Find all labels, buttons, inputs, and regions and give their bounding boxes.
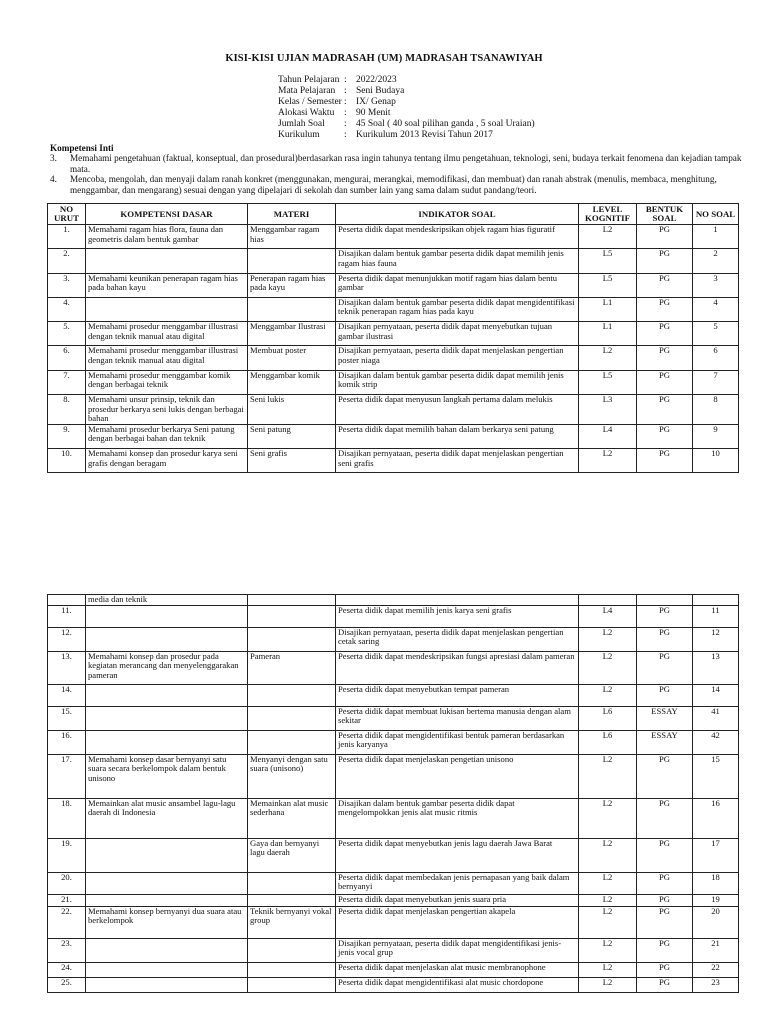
cell-lvl: L2 bbox=[579, 754, 637, 798]
cell-ind: Peserta didik dapat memilih bahan dalam berkarya seni patung bbox=[336, 424, 579, 448]
cell-bentuk: PG bbox=[637, 346, 693, 370]
cell-no: 12. bbox=[48, 627, 86, 651]
cell-lvl: L5 bbox=[579, 370, 637, 394]
cell-soal: 13 bbox=[693, 651, 739, 684]
kompetensi-item bbox=[50, 174, 750, 195]
table-row bbox=[48, 225, 739, 249]
cell-no: 10. bbox=[48, 449, 86, 473]
cell-lvl: L3 bbox=[579, 395, 637, 425]
meta-key: Mata Pelajaran bbox=[278, 86, 336, 97]
cell-no: 5. bbox=[48, 322, 86, 346]
cell-bentuk: PG bbox=[637, 977, 693, 992]
cell-lvl: L5 bbox=[579, 273, 637, 297]
cell-ind: Peserta didik dapat menjelaskan alat music membranophone bbox=[336, 962, 579, 977]
cell-kd: Memahami konsep dan prosedur pada kegiatan merancang dan menyelenggarakan pameran bbox=[86, 651, 248, 684]
cell-lvl: L4 bbox=[579, 424, 637, 448]
table-row bbox=[48, 962, 739, 977]
table-row bbox=[48, 894, 739, 906]
cell-ind: Disajikan pernyataan, peserta didik dapat menjelaskan pengertian seni grafis bbox=[336, 449, 579, 473]
cell-soal: 2 bbox=[693, 249, 739, 273]
kompetensi-text: Mencoba, mengolah, dan menyaji dalam ranah konkret (menggunakan, mengurai, merangkai, memodifikasi, dan membuat) dan ranah abstrak (menulis, membaca, menghitung, menggambar, dan mengarang) sesuai dengan yang dipelajari di sekolah dan sumber lain yang sama dalam sudut pandang/teori. bbox=[70, 174, 717, 195]
cell-bentuk: PG bbox=[637, 798, 693, 838]
cell-kd bbox=[86, 730, 248, 754]
meta-value: Seni Budaya bbox=[356, 86, 405, 97]
cell-ind: Disajikan dalam bentuk gambar peserta didik dapat memilih jenis ragam hias fauna bbox=[336, 249, 579, 273]
cell-materi bbox=[248, 977, 336, 992]
cell-ind bbox=[336, 595, 579, 606]
cell-bentuk: PG bbox=[637, 297, 693, 321]
cell-no: 19. bbox=[48, 838, 86, 872]
cell-bentuk: PG bbox=[637, 249, 693, 273]
cell-kd bbox=[86, 605, 248, 627]
cell-ind: Peserta didik dapat mendeskripsikan fungsi apresiasi dalam pameran bbox=[336, 651, 579, 684]
cell-bentuk: ESSAY bbox=[637, 706, 693, 730]
cell-no: 18. bbox=[48, 798, 86, 838]
table-row bbox=[48, 605, 739, 627]
cell-no: 23. bbox=[48, 938, 86, 962]
cell-ind: Disajikan dalam bentuk gambar peserta didik dapat mengidentifikasi teknik penerapan ragam hias pada kayu bbox=[336, 297, 579, 321]
header-cell: INDIKATOR SOAL bbox=[336, 204, 579, 225]
cell-ind: Peserta didik dapat menjelaskan pengetian unisono bbox=[336, 754, 579, 798]
cell-materi: Pameran bbox=[248, 651, 336, 684]
cell-bentuk: PG bbox=[637, 273, 693, 297]
table-row bbox=[48, 273, 739, 297]
table-row bbox=[48, 872, 739, 894]
cell-bentuk: PG bbox=[637, 838, 693, 872]
cell-kd: Memahami konsep dan prosedur karya seni grafis dengan beragam bbox=[86, 449, 248, 473]
meta-block bbox=[278, 75, 535, 142]
cell-materi bbox=[248, 249, 336, 273]
meta-colon: : bbox=[344, 86, 347, 97]
cell-ind: Disajikan pernyataan, peserta didik dapat menjelaskan pengertian poster niaga bbox=[336, 346, 579, 370]
cell-no: 25. bbox=[48, 977, 86, 992]
cell-bentuk: PG bbox=[637, 449, 693, 473]
meta-value: 2022/2023 bbox=[356, 75, 397, 85]
cell-soal: 14 bbox=[693, 684, 739, 706]
cell-no: 7. bbox=[48, 370, 86, 394]
cell-lvl: L2 bbox=[579, 977, 637, 992]
cell-bentuk: PG bbox=[637, 651, 693, 684]
table-row bbox=[48, 651, 739, 684]
cell-no: 9. bbox=[48, 424, 86, 448]
cell-kd: Memahami ragam hias flora, fauna dan geometris dalam bentuk gambar bbox=[86, 225, 248, 249]
cell-ind: Peserta didik dapat membuat lukisan bertema manusia dengan alam sekitar bbox=[336, 706, 579, 730]
cell-bentuk bbox=[637, 595, 693, 606]
cell-soal bbox=[693, 595, 739, 606]
table-row bbox=[48, 297, 739, 321]
meta-row bbox=[278, 75, 535, 86]
cell-soal: 10 bbox=[693, 449, 739, 473]
cell-materi: Penerapan ragam hias pada kayu bbox=[248, 273, 336, 297]
meta-key: Tahun Pelajaran bbox=[278, 75, 340, 85]
kompetensi-number: 3. bbox=[50, 153, 57, 164]
header-cell: NO URUT bbox=[48, 204, 86, 225]
kompetensi-heading: Kompetensi Inti bbox=[50, 143, 114, 153]
meta-key: Alokasi Waktu bbox=[278, 108, 335, 119]
kompetensi-number: 4. bbox=[50, 174, 57, 185]
cell-bentuk: PG bbox=[637, 894, 693, 906]
cell-materi bbox=[248, 894, 336, 906]
table-row bbox=[48, 249, 739, 273]
header-cell: KOMPETENSI DASAR bbox=[86, 204, 248, 225]
cell-materi bbox=[248, 684, 336, 706]
meta-row bbox=[278, 130, 535, 141]
cell-bentuk: PG bbox=[637, 906, 693, 938]
cell-kd: Memahami prosedur berkarya Seni patung dengan berbagai bahan dan teknik bbox=[86, 424, 248, 448]
cell-ind: Peserta didik dapat menunjukkan motif ragam hias dalam bentu gambar bbox=[336, 273, 579, 297]
cell-soal: 23 bbox=[693, 977, 739, 992]
cell-bentuk: PG bbox=[637, 370, 693, 394]
cell-kd bbox=[86, 838, 248, 872]
meta-row bbox=[278, 108, 535, 119]
cell-materi: Seni grafis bbox=[248, 449, 336, 473]
header-cell: BENTUK SOAL bbox=[637, 204, 693, 225]
cell-lvl: L2 bbox=[579, 651, 637, 684]
cell-no bbox=[48, 595, 86, 606]
cell-materi bbox=[248, 297, 336, 321]
cell-kd: media dan teknik bbox=[86, 595, 248, 606]
meta-colon: : bbox=[344, 108, 347, 119]
table-row bbox=[48, 730, 739, 754]
cell-bentuk: PG bbox=[637, 754, 693, 798]
table-row bbox=[48, 906, 739, 938]
cell-soal: 20 bbox=[693, 906, 739, 938]
table-row bbox=[48, 595, 739, 606]
cell-materi bbox=[248, 938, 336, 962]
cell-soal: 6 bbox=[693, 346, 739, 370]
cell-ind: Peserta didik dapat menyebutkan jenis lagu daerah Jawa Barat bbox=[336, 838, 579, 872]
cell-materi: Menggambar ragam hias bbox=[248, 225, 336, 249]
cell-materi bbox=[248, 605, 336, 627]
cell-bentuk: PG bbox=[637, 938, 693, 962]
cell-lvl: L2 bbox=[579, 225, 637, 249]
cell-ind: Peserta didik dapat memilih jenis karya seni grafis bbox=[336, 605, 579, 627]
cell-no: 21. bbox=[48, 894, 86, 906]
cell-materi bbox=[248, 962, 336, 977]
cell-bentuk: PG bbox=[637, 322, 693, 346]
kisi-table-upper bbox=[47, 203, 739, 473]
cell-materi: Teknik bernyanyi vokal group bbox=[248, 906, 336, 938]
cell-ind: Disajikan pernyataan, peserta didik dapat mengidentifikasi jenis-jenis vocal grup bbox=[336, 938, 579, 962]
cell-ind: Peserta didik dapat mendeskripsikan objek ragam hias figuratif bbox=[336, 225, 579, 249]
meta-key: Jumlah Soal bbox=[278, 119, 325, 130]
table-row bbox=[48, 798, 739, 838]
cell-lvl: L2 bbox=[579, 627, 637, 651]
cell-kd bbox=[86, 249, 248, 273]
cell-ind: Peserta didik dapat menjelaskan pengertian akapela bbox=[336, 906, 579, 938]
meta-colon: : bbox=[344, 75, 347, 85]
cell-soal: 1 bbox=[693, 225, 739, 249]
table-body-upper bbox=[48, 225, 739, 473]
meta-row bbox=[278, 97, 535, 108]
cell-materi: Seni patung bbox=[248, 424, 336, 448]
cell-soal: 11 bbox=[693, 605, 739, 627]
cell-lvl: L2 bbox=[579, 798, 637, 838]
cell-no: 16. bbox=[48, 730, 86, 754]
kompetensi-item bbox=[50, 153, 750, 174]
cell-lvl: L2 bbox=[579, 346, 637, 370]
table-row bbox=[48, 684, 739, 706]
cell-lvl: L4 bbox=[579, 605, 637, 627]
cell-lvl: L2 bbox=[579, 962, 637, 977]
cell-materi: Menyanyi dengan satu suara (unisono) bbox=[248, 754, 336, 798]
cell-no: 15. bbox=[48, 706, 86, 730]
cell-ind: Disajikan dalam bentuk gambar peserta didik dapat memilih jenis komik strip bbox=[336, 370, 579, 394]
cell-lvl: L2 bbox=[579, 872, 637, 894]
cell-kd: Memahami prosedur menggambar illustrasi dengan teknik manual atau digital bbox=[86, 346, 248, 370]
table-row bbox=[48, 424, 739, 448]
cell-ind: Peserta didik dapat menyusun langkah pertama dalam melukis bbox=[336, 395, 579, 425]
cell-soal: 21 bbox=[693, 938, 739, 962]
cell-materi: Gaya dan bernyanyi lagu daerah bbox=[248, 838, 336, 872]
table-row bbox=[48, 370, 739, 394]
cell-lvl: L2 bbox=[579, 894, 637, 906]
cell-no: 22. bbox=[48, 906, 86, 938]
cell-soal: 19 bbox=[693, 894, 739, 906]
cell-bentuk: PG bbox=[637, 605, 693, 627]
cell-no: 17. bbox=[48, 754, 86, 798]
cell-no: 14. bbox=[48, 684, 86, 706]
cell-ind: Peserta didik dapat menyebutkan jenis suara pria bbox=[336, 894, 579, 906]
cell-ind: Peserta didik dapat menyebutkan tempat pameran bbox=[336, 684, 579, 706]
cell-kd: Memahami unsur prinsip, teknik dan prosedur berkarya seni lukis dengan berbagai bahan bbox=[86, 395, 248, 425]
cell-lvl: L1 bbox=[579, 322, 637, 346]
cell-bentuk: PG bbox=[637, 872, 693, 894]
cell-bentuk: PG bbox=[637, 684, 693, 706]
cell-kd bbox=[86, 894, 248, 906]
cell-lvl: L2 bbox=[579, 684, 637, 706]
table-body-lower bbox=[48, 595, 739, 993]
cell-materi: Membuat poster bbox=[248, 346, 336, 370]
cell-kd: Memahami konsep bernyanyi dua suara atau berkelompok bbox=[86, 906, 248, 938]
cell-soal: 8 bbox=[693, 395, 739, 425]
meta-value: 90 Menit bbox=[356, 108, 391, 119]
cell-kd bbox=[86, 977, 248, 992]
cell-lvl: L1 bbox=[579, 297, 637, 321]
table-row bbox=[48, 838, 739, 872]
table-row bbox=[48, 395, 739, 425]
cell-soal: 41 bbox=[693, 706, 739, 730]
cell-no: 8. bbox=[48, 395, 86, 425]
meta-value: IX/ Genap bbox=[356, 97, 396, 108]
cell-kd bbox=[86, 627, 248, 651]
table-header-row bbox=[48, 204, 739, 225]
cell-bentuk: PG bbox=[637, 424, 693, 448]
cell-soal: 18 bbox=[693, 872, 739, 894]
kompetensi-text: Memahami pengetahuan (faktual, konseptual, dan prosedural)berdasarkan rasa ingin tahunya tentang ilmu pengetahuan, teknologi, seni, budaya terkait fenomena dan kejadian tampak mata. bbox=[70, 153, 742, 174]
cell-kd bbox=[86, 706, 248, 730]
cell-kd: Memainkan alat music ansambel lagu-lagu daerah di Indonesia bbox=[86, 798, 248, 838]
cell-kd bbox=[86, 962, 248, 977]
cell-lvl: L5 bbox=[579, 249, 637, 273]
cell-soal: 17 bbox=[693, 838, 739, 872]
cell-kd: Memahami konsep dasar bernyanyi satu suara secara berkelompok dalam bentuk unisono bbox=[86, 754, 248, 798]
table-row bbox=[48, 754, 739, 798]
meta-colon: : bbox=[344, 130, 347, 141]
meta-key: Kelas / Semester bbox=[278, 97, 342, 108]
table-row bbox=[48, 346, 739, 370]
cell-materi bbox=[248, 706, 336, 730]
cell-lvl: L2 bbox=[579, 906, 637, 938]
cell-no: 24. bbox=[48, 962, 86, 977]
cell-bentuk: ESSAY bbox=[637, 730, 693, 754]
cell-no: 20. bbox=[48, 872, 86, 894]
cell-kd: Memahami prosedur menggambar komik dengan berbagai teknik bbox=[86, 370, 248, 394]
cell-materi: Menggambar Ilustrasi bbox=[248, 322, 336, 346]
cell-soal: 4 bbox=[693, 297, 739, 321]
cell-ind: Disajikan pernyataan, peserta didik dapat menjelaskan pengertian cetak saring bbox=[336, 627, 579, 651]
cell-no: 13. bbox=[48, 651, 86, 684]
cell-soal: 22 bbox=[693, 962, 739, 977]
cell-bentuk: PG bbox=[637, 395, 693, 425]
kompetensi-inti bbox=[50, 143, 750, 195]
cell-soal: 12 bbox=[693, 627, 739, 651]
meta-colon: : bbox=[344, 119, 347, 130]
cell-soal: 16 bbox=[693, 798, 739, 838]
cell-no: 1. bbox=[48, 225, 86, 249]
table-row bbox=[48, 977, 739, 992]
cell-materi bbox=[248, 730, 336, 754]
cell-ind: Peserta didik dapat mengidentifikasi bentuk pameran berdasarkan jenis karyanya bbox=[336, 730, 579, 754]
cell-ind: Peserta didik dapat membedakan jenis pernapasan yang baik dalam bernyanyi bbox=[336, 872, 579, 894]
cell-lvl: L2 bbox=[579, 838, 637, 872]
cell-kd bbox=[86, 684, 248, 706]
cell-materi: Seni lukis bbox=[248, 395, 336, 425]
cell-no: 3. bbox=[48, 273, 86, 297]
table-row bbox=[48, 627, 739, 651]
cell-kd: Memahami keunikan penerapan ragam hias pada bahan kayu bbox=[86, 273, 248, 297]
cell-no: 4. bbox=[48, 297, 86, 321]
cell-lvl: L2 bbox=[579, 449, 637, 473]
cell-materi: Memainkan alat music sederhana bbox=[248, 798, 336, 838]
cell-no: 6. bbox=[48, 346, 86, 370]
cell-kd bbox=[86, 297, 248, 321]
table-row bbox=[48, 449, 739, 473]
meta-row bbox=[278, 119, 535, 130]
cell-lvl: L6 bbox=[579, 706, 637, 730]
cell-materi: Menggambar komik bbox=[248, 370, 336, 394]
cell-bentuk: PG bbox=[637, 962, 693, 977]
cell-lvl: L6 bbox=[579, 730, 637, 754]
cell-soal: 9 bbox=[693, 424, 739, 448]
meta-value: 45 Soal ( 40 soal pilihan ganda , 5 soal Uraian) bbox=[356, 119, 535, 130]
cell-bentuk: PG bbox=[637, 225, 693, 249]
cell-materi bbox=[248, 872, 336, 894]
header-cell: NO SOAL bbox=[693, 204, 739, 225]
table-row bbox=[48, 322, 739, 346]
cell-soal: 42 bbox=[693, 730, 739, 754]
meta-value: Kurikulum 2013 Revisi Tahun 2017 bbox=[356, 130, 493, 141]
cell-soal: 7 bbox=[693, 370, 739, 394]
cell-lvl: L2 bbox=[579, 938, 637, 962]
kisi-table-lower bbox=[47, 594, 739, 993]
meta-key: Kurikulum bbox=[278, 130, 320, 141]
cell-bentuk: PG bbox=[637, 627, 693, 651]
header-cell: MATERI bbox=[248, 204, 336, 225]
cell-soal: 5 bbox=[693, 322, 739, 346]
meta-colon: : bbox=[344, 97, 347, 108]
cell-materi bbox=[248, 627, 336, 651]
header-cell: LEVEL KOGNITIF bbox=[579, 204, 637, 225]
cell-ind: Disajikan pernyataan, peserta didik dapat menyebutkan tujuan gambar ilustrasi bbox=[336, 322, 579, 346]
cell-soal: 15 bbox=[693, 754, 739, 798]
cell-kd: Memahami prosedur menggambar illustrasi dengan teknik manual atau digital bbox=[86, 322, 248, 346]
document-title: KISI-KISI UJIAN MADRASAH (UM) MADRASAH TSANAWIYAH bbox=[225, 53, 543, 64]
cell-no: 2. bbox=[48, 249, 86, 273]
meta-row bbox=[278, 86, 535, 97]
table-row bbox=[48, 938, 739, 962]
cell-ind: Peserta didik dapat mengidentifikasi alat music chordopone bbox=[336, 977, 579, 992]
cell-soal: 3 bbox=[693, 273, 739, 297]
cell-kd bbox=[86, 938, 248, 962]
table-row bbox=[48, 706, 739, 730]
cell-ind: Disajikan dalam bentuk gambar peserta didik dapat mengelompokkan jenis alat music ritmis bbox=[336, 798, 579, 838]
cell-kd bbox=[86, 872, 248, 894]
cell-no: 11. bbox=[48, 605, 86, 627]
cell-lvl bbox=[579, 595, 637, 606]
cell-materi bbox=[248, 595, 336, 606]
